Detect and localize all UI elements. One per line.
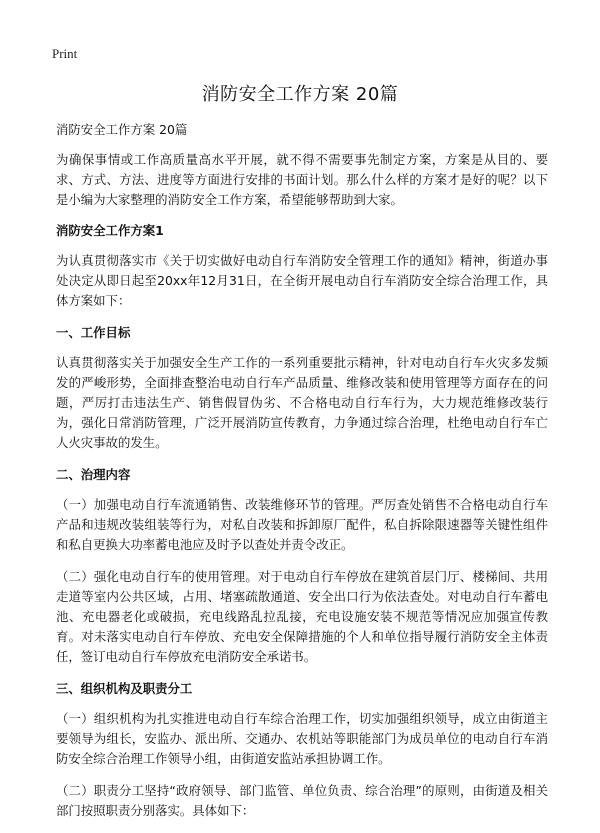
section-organization-item-1: （一）组织机构为扎实推进电动自行车综合治理工作，切实加强组织领导，成立由街道主要领导为组长，安监办、派出所、交通办、农机站等职能部门为成员单位的电动自行车消防安全综合治理工作领导小组，由街道安监站承担协调工作。 xyxy=(56,711,548,766)
section-heading-goals: 一、工作目标 xyxy=(56,325,131,340)
plan-intro-paragraph: 为认真贯彻落实市《关于切实做好电动自行车消防安全管理工作的通知》精神，街道办事处决定从即日起至20xx年12月31日，在全街开展电动自行车消防安全综合治理工作，具体方案如下： xyxy=(56,253,548,308)
section-heading-organization: 三、组织机构及职责分工 xyxy=(56,681,193,696)
document-body xyxy=(56,120,548,833)
print-link[interactable]: Print xyxy=(52,46,78,61)
document-subtitle: 消防安全工作方案 20篇 xyxy=(56,122,188,137)
section-heading-content: 二、治理内容 xyxy=(56,467,131,482)
section-organization-item-2: （二）职责分工坚持“政府领导、部门监管、单位负责、综合治理”的原则，由街道及相关部门按照职责分别落实。具体如下： xyxy=(56,783,548,818)
intro-paragraph: 为确保事情或工作高质量高水平开展，就不得不需要事先制定方案，方案是从目的、要求、方式、方法、进度等方面进行安排的书面计划。那么什么样的方案才是好的呢？以下是小编为大家整理的消防安全工作方案，希望能够帮助到大家。 xyxy=(56,152,548,207)
plan-heading: 消防安全工作方案1 xyxy=(56,223,164,238)
page-title: 消防安全工作方案 20篇 xyxy=(201,84,399,105)
section-content-item-2: （二）强化电动自行车的使用管理。对于电动自行车停放在建筑首层门厅、楼梯间、共用走道等室内公共区域，占用、堵塞疏散通道、安全出口行为依法查处。对电动自行车蓄电池、充电器老化或破损，充电线路乱拉乱接，充电设施安装不规范等情况应加强宣传教育。对未落实电动自行车停放、充电安全保障措施的个人和单位指导履行消防安全主体责任，签订电动自行车停放充电消防安全承诺书。 xyxy=(56,569,548,664)
section-content-item-1: （一）加强电动自行车流通销售、改装维修环节的管理。严厉查处销售不合格电动自行车产品和违规改装组装等行为，对私自改装和拆卸原厂配件，私自拆除限速器等关键性组件和私自更换大功率蓄电池应及时予以查处并责令改正。 xyxy=(56,497,548,552)
section-goals-paragraph: 认真贯彻落实关于加强安全生产工作的一系列重要批示精神，针对电动自行车火灾多发频发的严峻形势，全面排查整治电动自行车产品质量、维修改装和使用管理等方面存在的问题，严厉打击违法生产、销售假冒伪劣、不合格电动自行车行为，大力规范维修改装行为，强化日常消防管理，广泛开展消防宣传教育，力争通过综合治理，杜绝电动自行车亡人火灾事故的发生。 xyxy=(56,355,548,450)
